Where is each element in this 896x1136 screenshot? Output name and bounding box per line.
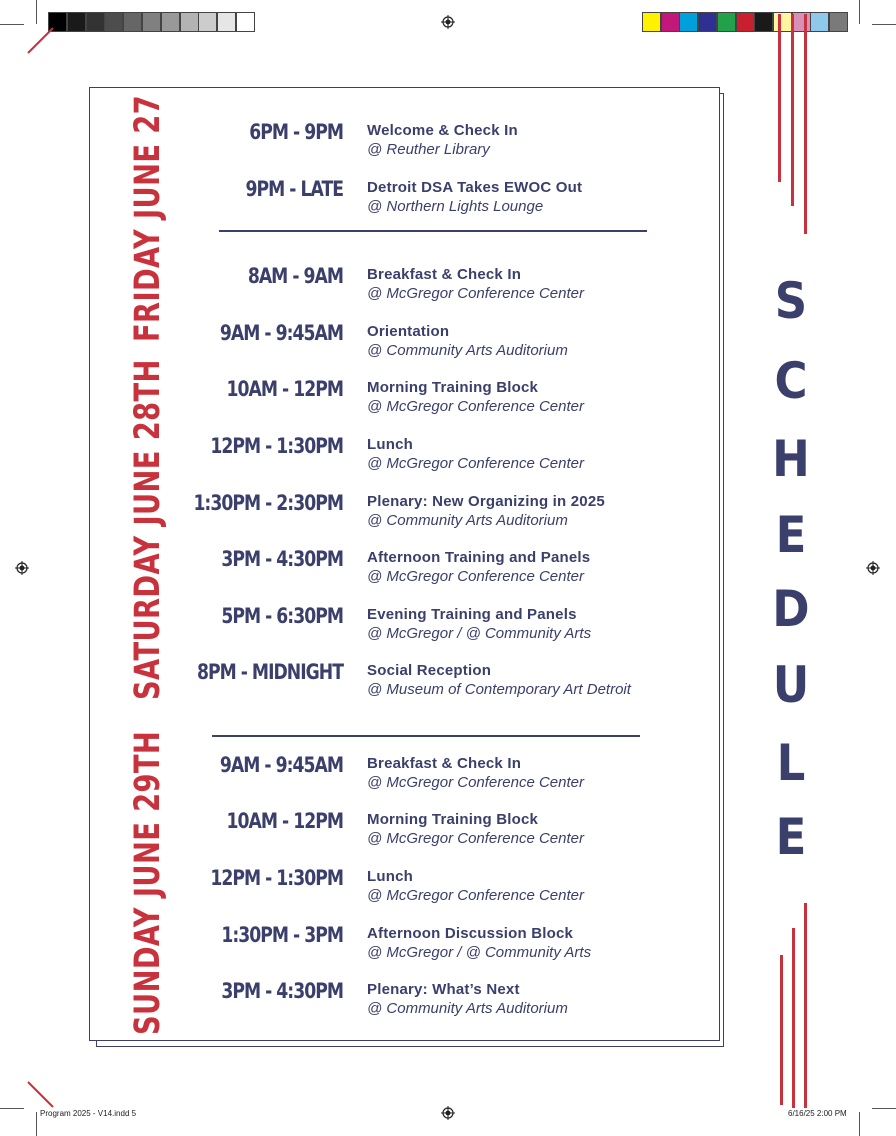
color-swatch bbox=[810, 12, 829, 32]
slug-left: Program 2025 - V14.indd 5 bbox=[40, 1109, 137, 1118]
event-time: 1:30PM - 2:30PM bbox=[193, 491, 343, 515]
color-swatch bbox=[698, 12, 717, 32]
event-location: @ Reuther Library bbox=[367, 141, 490, 158]
schedule-letter: E bbox=[775, 506, 807, 564]
event-location: @ McGregor Conference Center bbox=[367, 568, 584, 585]
registration-mark-icon bbox=[441, 1106, 455, 1120]
decorative-red-line bbox=[778, 14, 781, 182]
schedule-letter: D bbox=[772, 580, 810, 638]
event-time: 5PM - 6:30PM bbox=[221, 604, 343, 628]
event-time: 10AM - 12PM bbox=[226, 809, 343, 833]
color-swatch bbox=[642, 12, 661, 32]
slug-right: 6/16/25 2:00 PM bbox=[788, 1109, 847, 1118]
event-time: 8AM - 9AM bbox=[247, 264, 343, 288]
event-location: @ Community Arts Auditorium bbox=[367, 512, 568, 529]
crop-mark bbox=[859, 1112, 860, 1136]
bleed-mark-icon bbox=[26, 26, 56, 56]
decorative-red-line bbox=[780, 955, 783, 1105]
event-title: Lunch bbox=[367, 868, 413, 885]
registration-mark-icon bbox=[441, 15, 455, 29]
event-time: 6PM - 9PM bbox=[249, 120, 343, 144]
color-swatch bbox=[679, 12, 698, 32]
event-location: @ McGregor Conference Center bbox=[367, 774, 584, 791]
gray-swatch bbox=[217, 12, 236, 32]
color-swatch bbox=[661, 12, 680, 32]
schedule-letter: H bbox=[772, 430, 810, 488]
event-title: Social Reception bbox=[367, 662, 492, 679]
event-time: 8PM - MIDNIGHT bbox=[196, 660, 343, 684]
event-location: @ McGregor Conference Center bbox=[367, 887, 584, 904]
event-time: 12PM - 1:30PM bbox=[210, 434, 343, 458]
gray-swatch bbox=[198, 12, 217, 32]
event-location: @ McGregor Conference Center bbox=[367, 285, 584, 302]
crop-mark bbox=[36, 0, 37, 24]
schedule-letter: L bbox=[776, 734, 806, 792]
schedule-letter: E bbox=[775, 808, 807, 866]
event-title: Morning Training Block bbox=[367, 379, 539, 396]
event-time: 9AM - 9:45AM bbox=[219, 321, 343, 345]
event-time: 9AM - 9:45AM bbox=[219, 753, 343, 777]
gray-swatch bbox=[104, 12, 123, 32]
color-swatch bbox=[717, 12, 736, 32]
decorative-red-line bbox=[792, 928, 795, 1108]
color-swatch bbox=[736, 12, 755, 32]
crop-mark bbox=[872, 24, 896, 25]
crop-mark bbox=[0, 24, 24, 25]
event-location: @ McGregor Conference Center bbox=[367, 830, 584, 847]
decorative-red-line bbox=[804, 903, 807, 1108]
bleed-mark-icon bbox=[26, 1080, 56, 1110]
registration-mark-icon bbox=[866, 561, 880, 575]
gray-swatch bbox=[236, 12, 255, 32]
decorative-red-line bbox=[804, 14, 807, 234]
crop-mark bbox=[872, 1108, 896, 1109]
day-label: SATURDAY JUNE 28TH bbox=[128, 359, 168, 700]
color-swatch bbox=[754, 12, 773, 32]
event-time: 12PM - 1:30PM bbox=[210, 866, 343, 890]
event-title: Evening Training and Panels bbox=[367, 606, 577, 623]
color-swatch bbox=[829, 12, 848, 32]
day-label: SUNDAY JUNE 29TH bbox=[128, 730, 168, 1035]
event-location: @ McGregor Conference Center bbox=[367, 398, 584, 415]
crop-mark bbox=[36, 1112, 37, 1136]
event-title: Plenary: New Organizing in 2025 bbox=[367, 493, 605, 510]
gray-swatch bbox=[86, 12, 105, 32]
gray-swatch bbox=[142, 12, 161, 32]
event-title: Breakfast & Check In bbox=[367, 266, 522, 283]
gray-swatch bbox=[67, 12, 86, 32]
event-time: 3PM - 4:30PM bbox=[221, 547, 343, 571]
crop-mark bbox=[859, 0, 860, 24]
event-location: @ McGregor / @ Community Arts bbox=[367, 625, 592, 642]
day-label: FRIDAY JUNE 27 bbox=[128, 94, 168, 342]
event-time: 3PM - 4:30PM bbox=[221, 979, 343, 1003]
event-time: 10AM - 12PM bbox=[226, 377, 343, 401]
color-swatch bbox=[773, 12, 792, 32]
event-title: Orientation bbox=[367, 323, 450, 340]
event-title: Welcome & Check In bbox=[367, 122, 518, 139]
event-time: 1:30PM - 3PM bbox=[221, 923, 343, 947]
event-title: Detroit DSA Takes EWOC Out bbox=[367, 179, 583, 196]
event-location: @ Northern Lights Lounge bbox=[367, 198, 544, 215]
event-location: @ Museum of Contemporary Art Detroit bbox=[367, 681, 631, 698]
gray-swatch bbox=[123, 12, 142, 32]
event-title: Morning Training Block bbox=[367, 811, 539, 828]
schedule-letter: U bbox=[772, 656, 810, 714]
event-title: Afternoon Discussion Block bbox=[367, 925, 574, 942]
schedule-letter: C bbox=[774, 352, 808, 410]
gray-swatch bbox=[161, 12, 180, 32]
gray-swatch bbox=[180, 12, 199, 32]
event-title: Afternoon Training and Panels bbox=[367, 549, 591, 566]
event-location: @ Community Arts Auditorium bbox=[367, 342, 568, 359]
color-swatch bbox=[792, 12, 811, 32]
event-location: @ Community Arts Auditorium bbox=[367, 1000, 568, 1017]
event-time: 9PM - LATE bbox=[245, 177, 343, 201]
registration-mark-icon bbox=[15, 561, 29, 575]
day-divider bbox=[212, 735, 640, 737]
event-location: @ McGregor / @ Community Arts bbox=[367, 944, 592, 961]
schedule-letter: S bbox=[774, 272, 808, 330]
event-title: Lunch bbox=[367, 436, 413, 453]
event-title: Plenary: What’s Next bbox=[367, 981, 520, 998]
event-location: @ McGregor Conference Center bbox=[367, 455, 584, 472]
event-title: Breakfast & Check In bbox=[367, 755, 522, 772]
day-divider bbox=[219, 230, 647, 232]
decorative-red-line bbox=[791, 14, 794, 206]
crop-mark bbox=[0, 1108, 24, 1109]
